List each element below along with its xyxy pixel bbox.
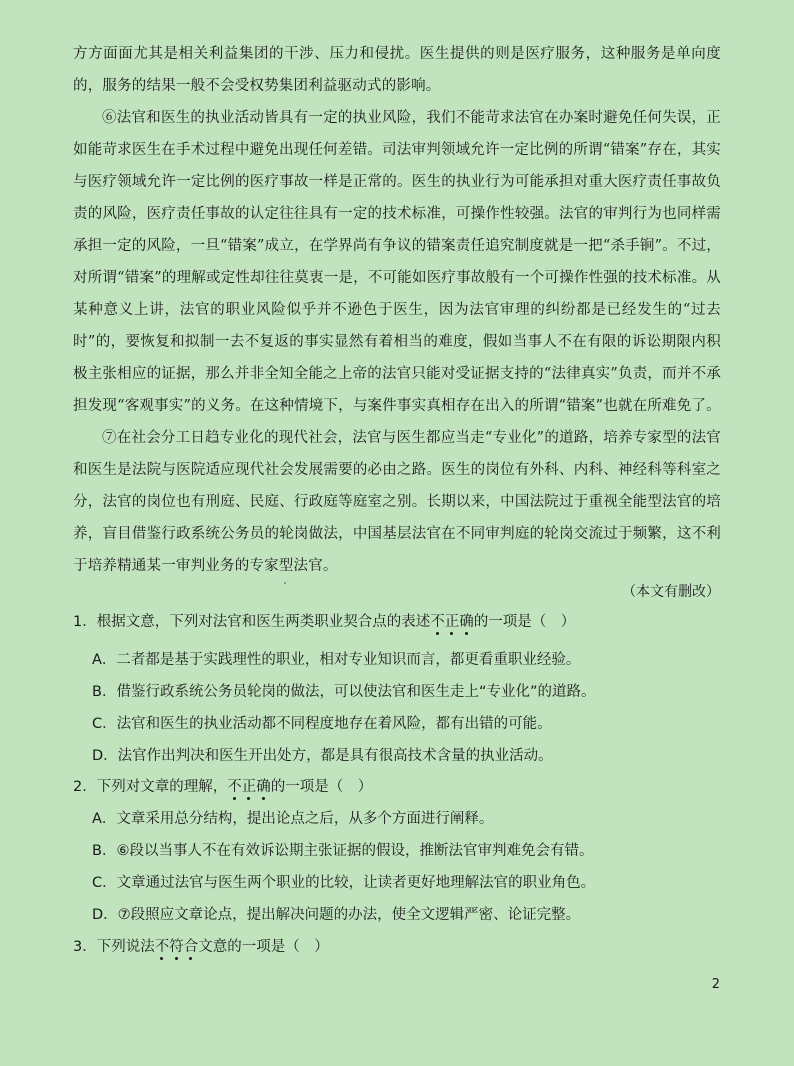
source-note: （本文有删改） (622, 584, 720, 600)
question-1-option-a: A．二者都是基于实践理性的职业，相对专业知识而言，都更看重职业经验。 (92, 652, 581, 668)
question-1-option-b: B．借鉴行政系统公务员轮岗的做法，可以使法官和医生走上“专业化”的道路。 (92, 684, 596, 700)
question-2-option-b: B．⑥段以当事人不在有效诉讼期主张证据的假设，推断法官审判难免会有错。 (92, 843, 594, 859)
passage-paragraph-7: ⑦在社会分工日趋专业化的现代社会，法官与医生都应当走“专业化”的道路，培养专家型的法官和医生是法院与医院适应现代社会发展需要的必由之路。医生的岗位有外科、内科、神经科等科室之分，法官的岗位也有刑庭、民庭、行政庭等庭室之别。长期以来，中国法院过于重视全能型法官的培养，盲目借鉴行政系统公务员的轮岗做法，中国基层法官在不同审判庭的轮岗交流过于频繁，这不利于培养精通某一审判业务的专家型法官。 (73, 430, 721, 574)
question-1: 1．根据文意，下列对法官和医生两类职业契合点的表述不正确的一项是（ ） (73, 614, 576, 630)
question-3: 3．下列说法不符合文意的一项是（ ） (73, 939, 329, 955)
passage-paragraph-6: ⑥法官和医生的执业活动皆具有一定的执业风险，我们不能苛求法官在办案时避免任何失误，正如能苛求医生在手术过程中避免出现任何差错。司法审判领域允许一定比例的所谓“错案”存在，其实与医疗领域允许一定比例的医疗事故一样是正常的。医生的执业行为可能承担对重大医疗责任事故负责的风险，医疗责任事故的认定往往具有一定的技术标准，可操作性较强。法官的审判行为也同样需承担一定的风险，一旦“错案”成立，在学界尚有争议的错案责任追究制度就是一把“杀手锏”。不过，对所谓“错案”的理解或定性却往往莫衷一是，不可能如医疗事故般有一个可操作性强的技术标准。从某种意义上讲，法官的职业风险似乎并不逊色于医生，因为法官审理的纠纷都是已经发生的“过去时”的，要恢复和拟制一去不复返的事实显然有着相当的难度，假如当事人不在有限的诉讼期限内积极主张相应的证据，那么并非全知全能之上帝的法官只能对受证据支持的“法律真实”负责，而并不承担发现“客观事实”的义务。在这种情境下，与案件事实真相存在出入的所谓“错案”也就在所难免了。 (73, 110, 721, 414)
scan-speck (284, 582, 286, 584)
question-2: 2．下列对文章的理解，不正确的一项是（ ） (73, 779, 373, 795)
question-2-option-a: A．文章采用总分结构，提出论点之后，从多个方面进行阐释。 (92, 811, 494, 827)
question-2-option-c: C．文章通过法官与医生两个职业的比较，让读者更好地理解法官的职业角色。 (92, 875, 596, 891)
passage (73, 38, 721, 582)
question-1-option-c: C．法官和医生的执业活动都不同程度地存在着风险，都有出错的可能。 (92, 716, 552, 732)
page-number: 2 (711, 977, 720, 992)
question-2-option-d: D．⑦段照应文章论点，提出解决问题的办法，使全文逻辑严密、论证完整。 (92, 907, 581, 923)
passage-paragraph-continued: 方方面面尤其是相关利益集团的干涉、压力和侵扰。医生提供的则是医疗服务，这种服务是单向度的，服务的结果一般不会受权势集团利益驱动式的影响。 (73, 46, 721, 94)
question-1-option-d: D．法官作出判决和医生开出处方，都是具有很高技术含量的执业活动。 (92, 748, 553, 764)
